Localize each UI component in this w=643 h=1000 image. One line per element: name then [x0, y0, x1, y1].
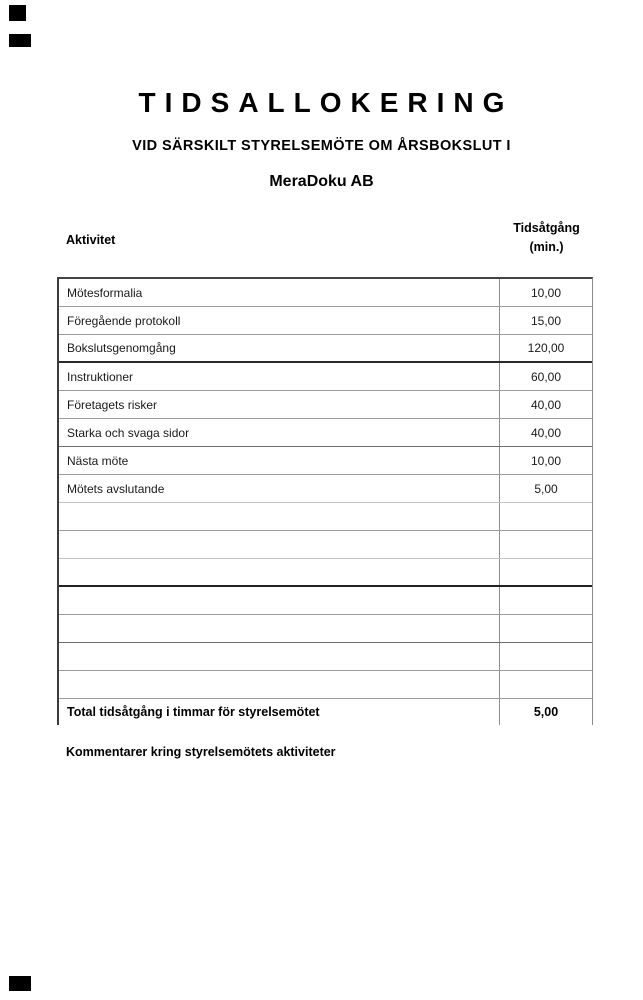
time-value-cell: 120,00	[527, 341, 565, 355]
table-body	[59, 279, 592, 699]
document-subtitle: VID SÄRSKILT STYRELSEMÖTE OM ÅRSBOKSLUT I	[132, 138, 511, 154]
company-name: MeraDoku AB	[269, 173, 374, 190]
activity-cell: Nästa möte	[59, 447, 500, 474]
table-row	[59, 363, 592, 391]
table-row	[59, 447, 592, 475]
time-value-cell: 10,00	[530, 453, 562, 468]
time-value-cell	[500, 643, 592, 670]
time-value-cell	[500, 615, 592, 642]
time-value-cell: 60,00	[530, 369, 562, 384]
table-row	[59, 643, 592, 671]
total-label-cell: Total tidsåtgång i timmar för styrelsemötet	[59, 699, 500, 725]
time-value-cell	[500, 559, 592, 585]
activity-cell: Starka och svaga sidor	[59, 419, 500, 446]
activity-cell	[59, 503, 500, 530]
scan-mark-icon	[9, 5, 26, 21]
activity-cell: Instruktioner	[59, 363, 500, 390]
activity-cell: Mötets avslutande	[59, 475, 500, 502]
table-row	[59, 671, 592, 699]
activity-cell	[59, 643, 500, 670]
table-row	[59, 503, 592, 531]
column-header-time-line2: (min.)	[529, 240, 564, 254]
activity-cell: Föregående protokoll	[59, 307, 500, 334]
activity-cell	[59, 559, 500, 585]
activity-cell	[59, 587, 500, 614]
column-header-time-line1: Tidsåtgång	[513, 221, 580, 235]
scan-mark-icon	[9, 34, 31, 47]
time-value-cell: 5,00	[534, 481, 558, 496]
total-row	[59, 699, 592, 725]
time-value-cell: 15,00	[530, 313, 562, 328]
table-row	[59, 615, 592, 643]
document-title: TIDSALLOKERING	[138, 87, 514, 118]
time-value-cell: 40,00	[530, 397, 562, 412]
table-row	[59, 531, 592, 559]
column-header-time	[500, 219, 593, 257]
total-value-cell: 5,00	[533, 705, 559, 719]
table-row	[59, 587, 592, 615]
time-allocation-table	[57, 277, 593, 725]
table-row	[59, 559, 592, 587]
comments-heading: Kommentarer kring styrelsemötets aktiviteter	[66, 745, 336, 759]
table-row	[59, 335, 592, 363]
time-value-cell	[500, 671, 592, 698]
activity-cell: Mötesformalia	[59, 279, 500, 306]
activity-cell	[59, 615, 500, 642]
scan-mark-icon	[9, 976, 31, 991]
activity-cell	[59, 671, 500, 698]
column-header-activity: Aktivitet	[66, 233, 116, 247]
table-row	[59, 279, 592, 307]
table-row	[59, 419, 592, 447]
time-value-cell	[500, 531, 592, 558]
table-row	[59, 391, 592, 419]
time-value-cell: 10,00	[530, 285, 562, 300]
activity-cell: Bokslutsgenomgång	[59, 335, 500, 361]
time-value-cell: 40,00	[530, 425, 562, 440]
time-value-cell	[500, 587, 592, 614]
table-row	[59, 307, 592, 335]
table-row	[59, 475, 592, 503]
time-value-cell	[500, 503, 592, 530]
activity-cell	[59, 531, 500, 558]
activity-cell: Företagets risker	[59, 391, 500, 418]
